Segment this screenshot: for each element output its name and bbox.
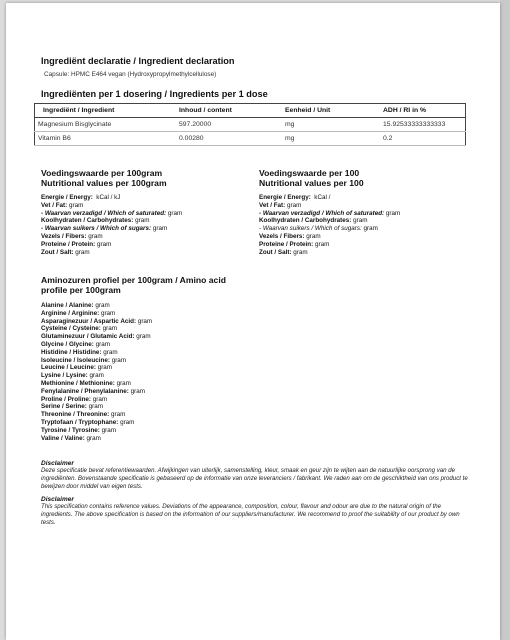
disclaimer-nl-text: Deze specificatie bevat referentiewaarden. Afwijkingen van uiterlijk, samenstelling, kleur, smaak en geur zijn te wijten aan de natuurlijke oorsprong van de ingrediënten. Bovenstaande specificatie is gebaseerd op de informatie van onze leveranciers / fabrikant. We raden aan om de geschiktheid van ons product te bewijzen door middel van eigen tests. — [41, 467, 468, 490]
amino-label: Fenylalanine / Phenylalanine: — [41, 387, 129, 395]
amino-value: gram — [88, 403, 103, 411]
amino-label: Leucine / Leucine: — [41, 364, 96, 372]
nutrition-line — [41, 202, 182, 210]
disclaimer-en-text: This specification contains reference values. Deviations of the appearance, composition, colour, flavour and odour are due to the natural origin of the ingredients. The above specification is based on the information of our suppliers/manufacturer. We recommend to proof the suitability of our product by own tests. — [41, 503, 460, 526]
disclaimer-en-title: Disclaimer — [41, 496, 74, 503]
amino-value: gram — [102, 325, 117, 333]
amino-value: gram — [116, 379, 131, 387]
nutrition-line — [41, 225, 182, 233]
amino-value: gram — [95, 340, 110, 348]
amino-line — [41, 435, 226, 443]
amino-label: Glutaminezuur / Glutamic Acid: — [41, 333, 135, 341]
nutrition-value: gram — [96, 240, 112, 248]
ingredients-title: Ingrediënten per 1 dosering / Ingredients per 1 dose — [41, 89, 268, 99]
nutrition-line — [259, 249, 400, 257]
amino-value: gram — [86, 434, 101, 442]
column-header-unit: Eenheid / Unit — [282, 104, 380, 118]
amino-line — [41, 411, 226, 419]
amino-line — [41, 419, 226, 427]
nutrition-label: Vet / Fat: — [259, 201, 286, 209]
amino-value: gram — [97, 364, 113, 372]
nutrition-line — [259, 194, 400, 202]
nutrition-right-title-en: Nutritional values per 100 — [259, 178, 364, 188]
nutrition-line — [259, 217, 400, 225]
disclaimer-nl-title: Disclaimer — [41, 460, 74, 467]
amino-value: gram — [111, 356, 127, 364]
column-header-ri: ADH / RI in % — [380, 104, 466, 118]
amino-value: gram — [95, 302, 110, 309]
amino-list — [41, 302, 226, 442]
nutrition-label: Koolhydraten / Carbohydrates: — [41, 217, 134, 225]
amino-value: gram — [120, 418, 135, 426]
nutrition-label: - Waarvan suikers / Which of sugars: — [259, 225, 362, 233]
column-header-content: Inhoud / content — [176, 104, 282, 118]
amino-value: gram — [110, 411, 126, 419]
cell-ri: 0.2 — [380, 132, 466, 146]
amino-value: gram — [130, 387, 145, 395]
nutrition-value: gram — [293, 248, 308, 256]
nutrition-label: - Waarvan verzadigd / Which of saturated: — [41, 209, 167, 217]
amino-label: Methionine / Methionine: — [41, 379, 115, 387]
amino-line — [41, 333, 226, 341]
amino-label: Tyrosine / Tyrosine: — [41, 426, 100, 434]
nutrition-line — [259, 225, 400, 233]
amino-line — [41, 403, 226, 411]
nutrition-label: Vet / Fat: — [41, 201, 68, 209]
nutrition-right-section — [259, 168, 400, 256]
nutrition-right-title-nl: Voedingswaarde per 100 — [259, 168, 360, 178]
amino-label: Serine / Serine: — [41, 403, 87, 411]
amino-line — [41, 388, 226, 396]
amino-label: Threonine / Threonine: — [41, 411, 110, 419]
nutrition-line — [259, 241, 400, 249]
nutrition-line — [259, 210, 400, 218]
nutrition-value: gram — [306, 232, 321, 240]
table-header-row — [35, 104, 466, 118]
nutrition-value: gram — [75, 248, 90, 256]
amino-line — [41, 349, 226, 357]
table-row — [35, 132, 466, 146]
nutrition-line — [41, 194, 182, 202]
nutrition-value: gram — [152, 225, 168, 233]
nutrition-line — [259, 202, 400, 210]
nutrition-value: gram — [314, 240, 330, 248]
nutrition-value: gram — [363, 225, 378, 233]
cell-content: 597.20000 — [176, 118, 282, 132]
nutrition-right-list — [259, 194, 400, 256]
amino-line — [41, 372, 226, 380]
nutrition-label: Proteine / Protein: — [259, 240, 314, 248]
nutrition-line — [41, 249, 182, 257]
nutrition-value: gram — [385, 209, 401, 217]
declaration-title: Ingrediënt declaratie / Ingredient declaration — [41, 56, 235, 66]
amino-label: Valine / Valine: — [41, 434, 85, 442]
capsule-info: Capsule: HPMC E464 vegan (Hydroxypropylmethylcellulose) — [44, 71, 217, 78]
nutrition-line — [41, 241, 182, 249]
nutrition-line — [259, 233, 400, 241]
table-row — [35, 118, 466, 132]
nutrition-value: gram — [88, 232, 103, 240]
nutrition-label: Vezels / Fibers: — [41, 232, 87, 240]
cell-ri: 15.92533333333333 — [380, 118, 466, 132]
nutrition-label: Zout / Salt: — [41, 248, 74, 256]
amino-line — [41, 396, 226, 404]
nutrition-line — [41, 217, 182, 225]
amino-line — [41, 318, 226, 326]
nutrition-left-section — [41, 168, 182, 256]
amino-title-line2: profile per 100gram — [41, 285, 121, 295]
amino-title-line1: Aminozuren profiel per 100gram / Amino acid — [41, 275, 226, 285]
nutrition-label: - Waarvan suikers / Which of sugars: — [41, 225, 152, 233]
amino-label: Isoleucine / Isoleucine: — [41, 356, 110, 364]
nutrition-line — [41, 210, 182, 218]
amino-label: Lysine / Lysine: — [41, 372, 88, 380]
nutrition-value: gram — [353, 217, 368, 225]
amino-value: gram — [92, 395, 108, 403]
ingredients-table — [34, 103, 466, 146]
nutrition-left-title-nl: Voedingswaarde per 100gram — [41, 168, 163, 178]
nutrition-line — [41, 233, 182, 241]
amino-label: Proline / Proline: — [41, 395, 92, 403]
amino-value: gram — [136, 333, 151, 341]
nutrition-label: Energie / Energy: — [41, 194, 93, 201]
cell-ingredient: Vitamin B6 — [35, 132, 177, 146]
nutrition-left-title-en: Nutritional values per 100gram — [41, 178, 167, 188]
amino-label: Alanine / Alanine: — [41, 302, 94, 309]
nutrition-label: - Waarvan verzadigd / Which of saturated: — [259, 209, 385, 217]
nutrition-label: Energie / Energy: — [259, 194, 311, 201]
disclaimer-nl — [41, 460, 473, 491]
nutrition-label: Proteine / Protein: — [41, 240, 96, 248]
cell-unit: mg — [282, 132, 380, 146]
amino-line — [41, 325, 226, 333]
nutrition-value: gram — [287, 201, 302, 209]
amino-line — [41, 427, 226, 435]
amino-line — [41, 302, 226, 310]
column-header-ingredient: Ingrediënt / Ingredient — [35, 104, 177, 118]
amino-value: gram — [103, 348, 118, 356]
amino-label: Cysteine / Cysteine: — [41, 325, 101, 333]
amino-label: Glycine / Glycine: — [41, 340, 94, 348]
amino-value: gram — [137, 317, 153, 325]
nutrition-left-list — [41, 194, 182, 256]
amino-line — [41, 380, 226, 388]
nutrition-label: Koolhydraten / Carbohydrates: — [259, 217, 352, 225]
nutrition-value: gram — [69, 201, 84, 209]
nutrition-label: Zout / Salt: — [259, 248, 292, 256]
nutrition-label: Vezels / Fibers: — [259, 232, 305, 240]
amino-label: Arginine / Arginine: — [41, 309, 100, 317]
amino-value: gram — [100, 309, 116, 317]
nutrition-value: kCal / — [314, 194, 331, 201]
amino-line — [41, 341, 226, 349]
amino-line — [41, 357, 226, 365]
amino-label: Histidine / Histidine: — [41, 348, 102, 356]
cell-ingredient: Magnesium Bisglycinate — [35, 118, 177, 132]
nutrition-value: gram — [135, 217, 150, 225]
page-edge-shadow — [500, 0, 510, 640]
nutrition-value: gram — [167, 209, 183, 217]
amino-line — [41, 310, 226, 318]
amino-value: gram — [101, 426, 117, 434]
disclaimer-en — [41, 496, 473, 527]
cell-unit: mg — [282, 118, 380, 132]
cell-content: 0.00280 — [176, 132, 282, 146]
amino-value: gram — [89, 372, 104, 380]
amino-line — [41, 364, 226, 372]
amino-label: Asparaginezuur / Aspartic Acid: — [41, 317, 137, 325]
amino-section — [41, 275, 226, 442]
nutrition-value: kCal / kJ — [96, 194, 121, 201]
amino-label: Tryptofaan / Tryptophane: — [41, 418, 119, 426]
